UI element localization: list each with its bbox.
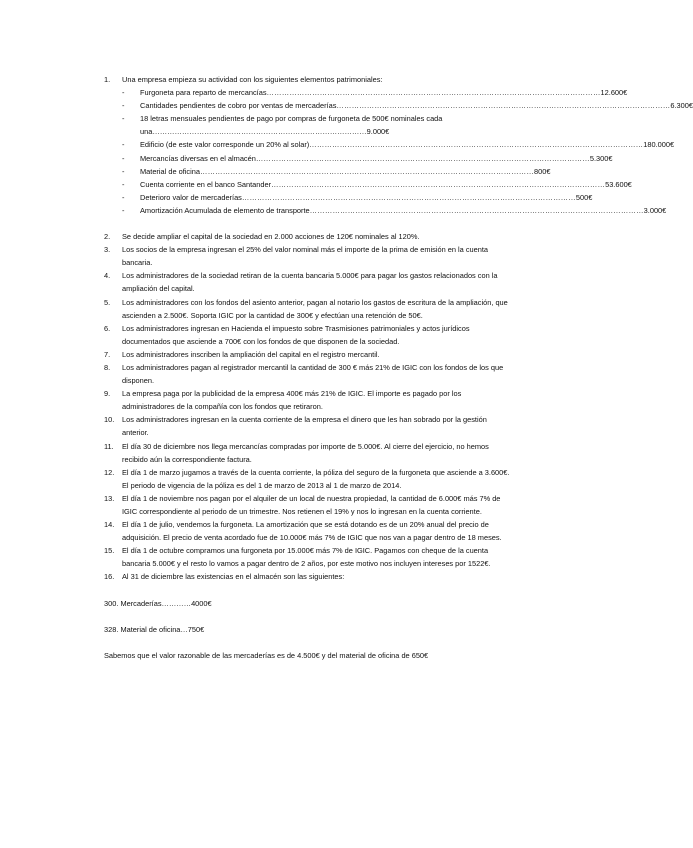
- item-text: Los administradores de la sociedad retiran de la cuenta bancaria 5.000€ para pagar los gastos relacionados con la ampliación del capital.: [122, 271, 498, 294]
- asset-row: - Cantidades pendientes de cobro por ventas de mercaderías …………………………………………………………………………………………………………………… 6.300€: [122, 99, 514, 112]
- asset-value: 3.000€: [643, 205, 667, 215]
- asset-value: 500€: [575, 192, 593, 202]
- bullet-dash: -: [122, 101, 125, 111]
- item-number: 16.: [104, 572, 115, 582]
- item-text: Una empresa empieza su actividad con los siguientes elementos patrimoniales:: [122, 75, 383, 84]
- exercise-item-14: [104, 518, 514, 544]
- asset-value: 180.000€: [643, 140, 675, 150]
- item-number: 11.: [104, 441, 114, 451]
- item-text: Los administradores inscriben la ampliación del capital en el registro mercantil.: [122, 349, 380, 359]
- item-text: Los administradores ingresan en Hacienda el impuesto sobre Trasmisiones patrimoniales y actos jurídicos documentados que asciende a 700€ con los fondos de que disponen de la sociedad.: [122, 323, 470, 346]
- asset-label: 18 letras mensuales pendientes de pago por compras de furgoneta de 500€ nominales cada una: [140, 114, 443, 137]
- item-text: Los administradores con los fondos del asiento anterior, pagan al notario los gastos de escritura de la ampliación, que ascienden a 2.500€. Soporta IGIC por la cantidad de 300€ y efectúan una retención de 50€.: [122, 297, 508, 320]
- item-number: 9.: [104, 389, 111, 399]
- bullet-dash: -: [122, 88, 125, 98]
- item-text: Se decide ampliar el capital de la sociedad en 2.000 acciones de 120€ nominales al 120%.: [122, 232, 420, 242]
- asset-label: Deterioro valor de mercaderías: [140, 192, 242, 202]
- stock-line-merchandise: 300. Mercaderías…………4000€: [104, 598, 212, 608]
- exercise-item-3: [104, 243, 514, 269]
- asset-label: Edificio (de este valor corresponde un 20% al solar): [140, 140, 310, 150]
- exercise-item-9: [104, 387, 514, 413]
- exercise-item-10: [104, 413, 514, 439]
- exercise-item-8: [104, 361, 514, 387]
- item-text: La empresa paga por la publicidad de la empresa 400€ más 21% de IGIC. El importe es pagado por los administradores de la compañía con los fondos que retiraron.: [122, 389, 462, 412]
- item-number: 10.: [104, 415, 115, 425]
- item-text: El día 1 de octubre compramos una furgoneta por 15.000€ más 7% de IGIC. Pagamos con cheque de la cuenta bancaria 5.000€ y el resto lo vamos a pagar dentro de 2 años, por este motivo nos incluyen intereses por 1522€.: [122, 546, 491, 569]
- asset-row: - Mercancías diversas en el almacén …………………………………………………………………………………………………………………… 5.300€: [122, 152, 514, 165]
- asset-row: - 18 letras mensuales pendientes de pago por compras de furgoneta de 500€ nominales cada una……………………………………………………………………………9.000€: [122, 114, 443, 137]
- asset-row: - Cuenta corriente en el banco Santander …………………………………………………………………………………………………………………… 53.600€: [122, 178, 514, 191]
- bullet-dash: -: [122, 166, 125, 176]
- item-number: 15.: [104, 546, 115, 556]
- item-text: Al 31 de diciembre las existencias en el almacén son las siguientes:: [122, 572, 345, 582]
- asset-label: Furgoneta para reparto de mercancías: [140, 88, 267, 98]
- exercise-item-16: [104, 570, 514, 583]
- document-body: [104, 73, 693, 662]
- exercise-item-2: [104, 230, 514, 243]
- asset-label: Amortización Acumulada de elemento de transporte: [140, 205, 310, 215]
- bullet-dash: -: [122, 179, 125, 189]
- asset-row: - Material de oficina …………………………………………………………………………………………………………………… 800€: [122, 165, 514, 178]
- bullet-dash: -: [122, 114, 125, 124]
- exercise-item-13: [104, 492, 514, 518]
- bullet-dash: -: [122, 192, 125, 202]
- asset-row: - Furgoneta para reparto de mercancías …………………………………………………………………………………………………………………… 12.600€: [122, 86, 514, 99]
- asset-value: 800€: [533, 166, 551, 176]
- asset-value: 6.300€: [670, 101, 693, 111]
- item-number: 5.: [104, 297, 111, 307]
- asset-value: 9.000€: [366, 127, 390, 137]
- item-number: 3.: [104, 245, 111, 255]
- item-number: 6.: [104, 323, 111, 333]
- stock-line-office-material: 328. Material de oficina…750€: [104, 624, 205, 634]
- item-text: El día 30 de diciembre nos llega mercancías compradas por importe de 5.000€. Al cierre del ejercicio, no hemos recibido aún la correspondiente factura.: [122, 441, 489, 464]
- item-text: Los socios de la empresa ingresan el 25% del valor nominal más el importe de la prima de emisión en la cuenta bancaria.: [122, 245, 489, 268]
- item-number: 8.: [104, 362, 111, 372]
- asset-row: - Deterioro valor de mercaderías …………………………………………………………………………………………………………………… 500€: [122, 191, 514, 204]
- item-number: 13.: [104, 493, 115, 503]
- asset-label: Cantidades pendientes de cobro por ventas de mercaderías: [140, 101, 337, 111]
- exercise-item-12: [104, 466, 514, 492]
- item-number: 14.: [104, 520, 115, 530]
- item-number: 4.: [104, 271, 111, 281]
- item-number: 1.: [104, 75, 111, 84]
- exercise-item-5: [104, 296, 514, 322]
- exercise-item-11: [104, 440, 514, 466]
- item-text: El día 1 de noviembre nos pagan por el alquiler de un local de nuestra propiedad, la cantidad de 6.000€ más 7% de IGIC correspondiente al periodo de un trimestre. Nos retienen el 19% y nos lo ingresan en la cuenta corriente.: [122, 493, 501, 516]
- item-number: 2.: [104, 232, 111, 242]
- item-text: Los administradores ingresan en la cuenta corriente de la empresa el dinero que les han sobrado por la gestión anterior.: [122, 415, 487, 438]
- item-text: El día 1 de julio, vendemos la furgoneta. La amortización que se está dotando es de un 20% anual del precio de adquisición. El precio de venta acordado fue de 10.000€ más 7% de IGIC que nos van a pagar dentro de 18 meses.: [122, 520, 502, 543]
- item-number: 7.: [104, 349, 111, 359]
- asset-label: Mercancías diversas en el almacén: [140, 153, 256, 163]
- asset-value: 5.300€: [589, 153, 613, 163]
- item-number: 12.: [104, 467, 115, 477]
- exercise-item-1: [104, 73, 693, 217]
- bullet-dash: -: [122, 205, 125, 215]
- asset-value: 53.600€: [605, 179, 632, 189]
- exercise-item-7: [104, 348, 514, 361]
- bullet-dash: -: [122, 153, 125, 163]
- bullet-dash: -: [122, 140, 125, 150]
- asset-label: Material de oficina: [140, 166, 200, 176]
- asset-row: - Amortización Acumulada de elemento de transporte …………………………………………………………………………………………………………………… 3.000€: [122, 204, 514, 217]
- exercise-item-6: [104, 322, 514, 348]
- asset-value: 12.600€: [600, 88, 628, 98]
- item-text: El día 1 de marzo jugamos a través de la cuenta corriente, la póliza del seguro de la furgoneta que asciende a 3.600€. El periodo de vigencia de la póliza es del 1 de marzo de 2013 al 1 de marzo de 2014.: [122, 467, 510, 490]
- item-text: Los administradores pagan al registrador mercantil la cantidad de 300 € más 21% de IGIC con los fondos de los que disponen.: [122, 362, 504, 386]
- asset-label: Cuenta corriente en el banco Santander: [140, 179, 272, 189]
- exercise-item-15: [104, 544, 514, 570]
- exercise-item-4: [104, 269, 514, 295]
- asset-row: - Edificio (de este valor corresponde un 20% al solar) …………………………………………………………………………………………………………………… 180.000€: [122, 138, 514, 151]
- asset-list: [122, 86, 693, 217]
- closing-statement: Sabemos que el valor razonable de las mercaderías es de 4.500€ y del material de oficina de 650€: [104, 650, 429, 660]
